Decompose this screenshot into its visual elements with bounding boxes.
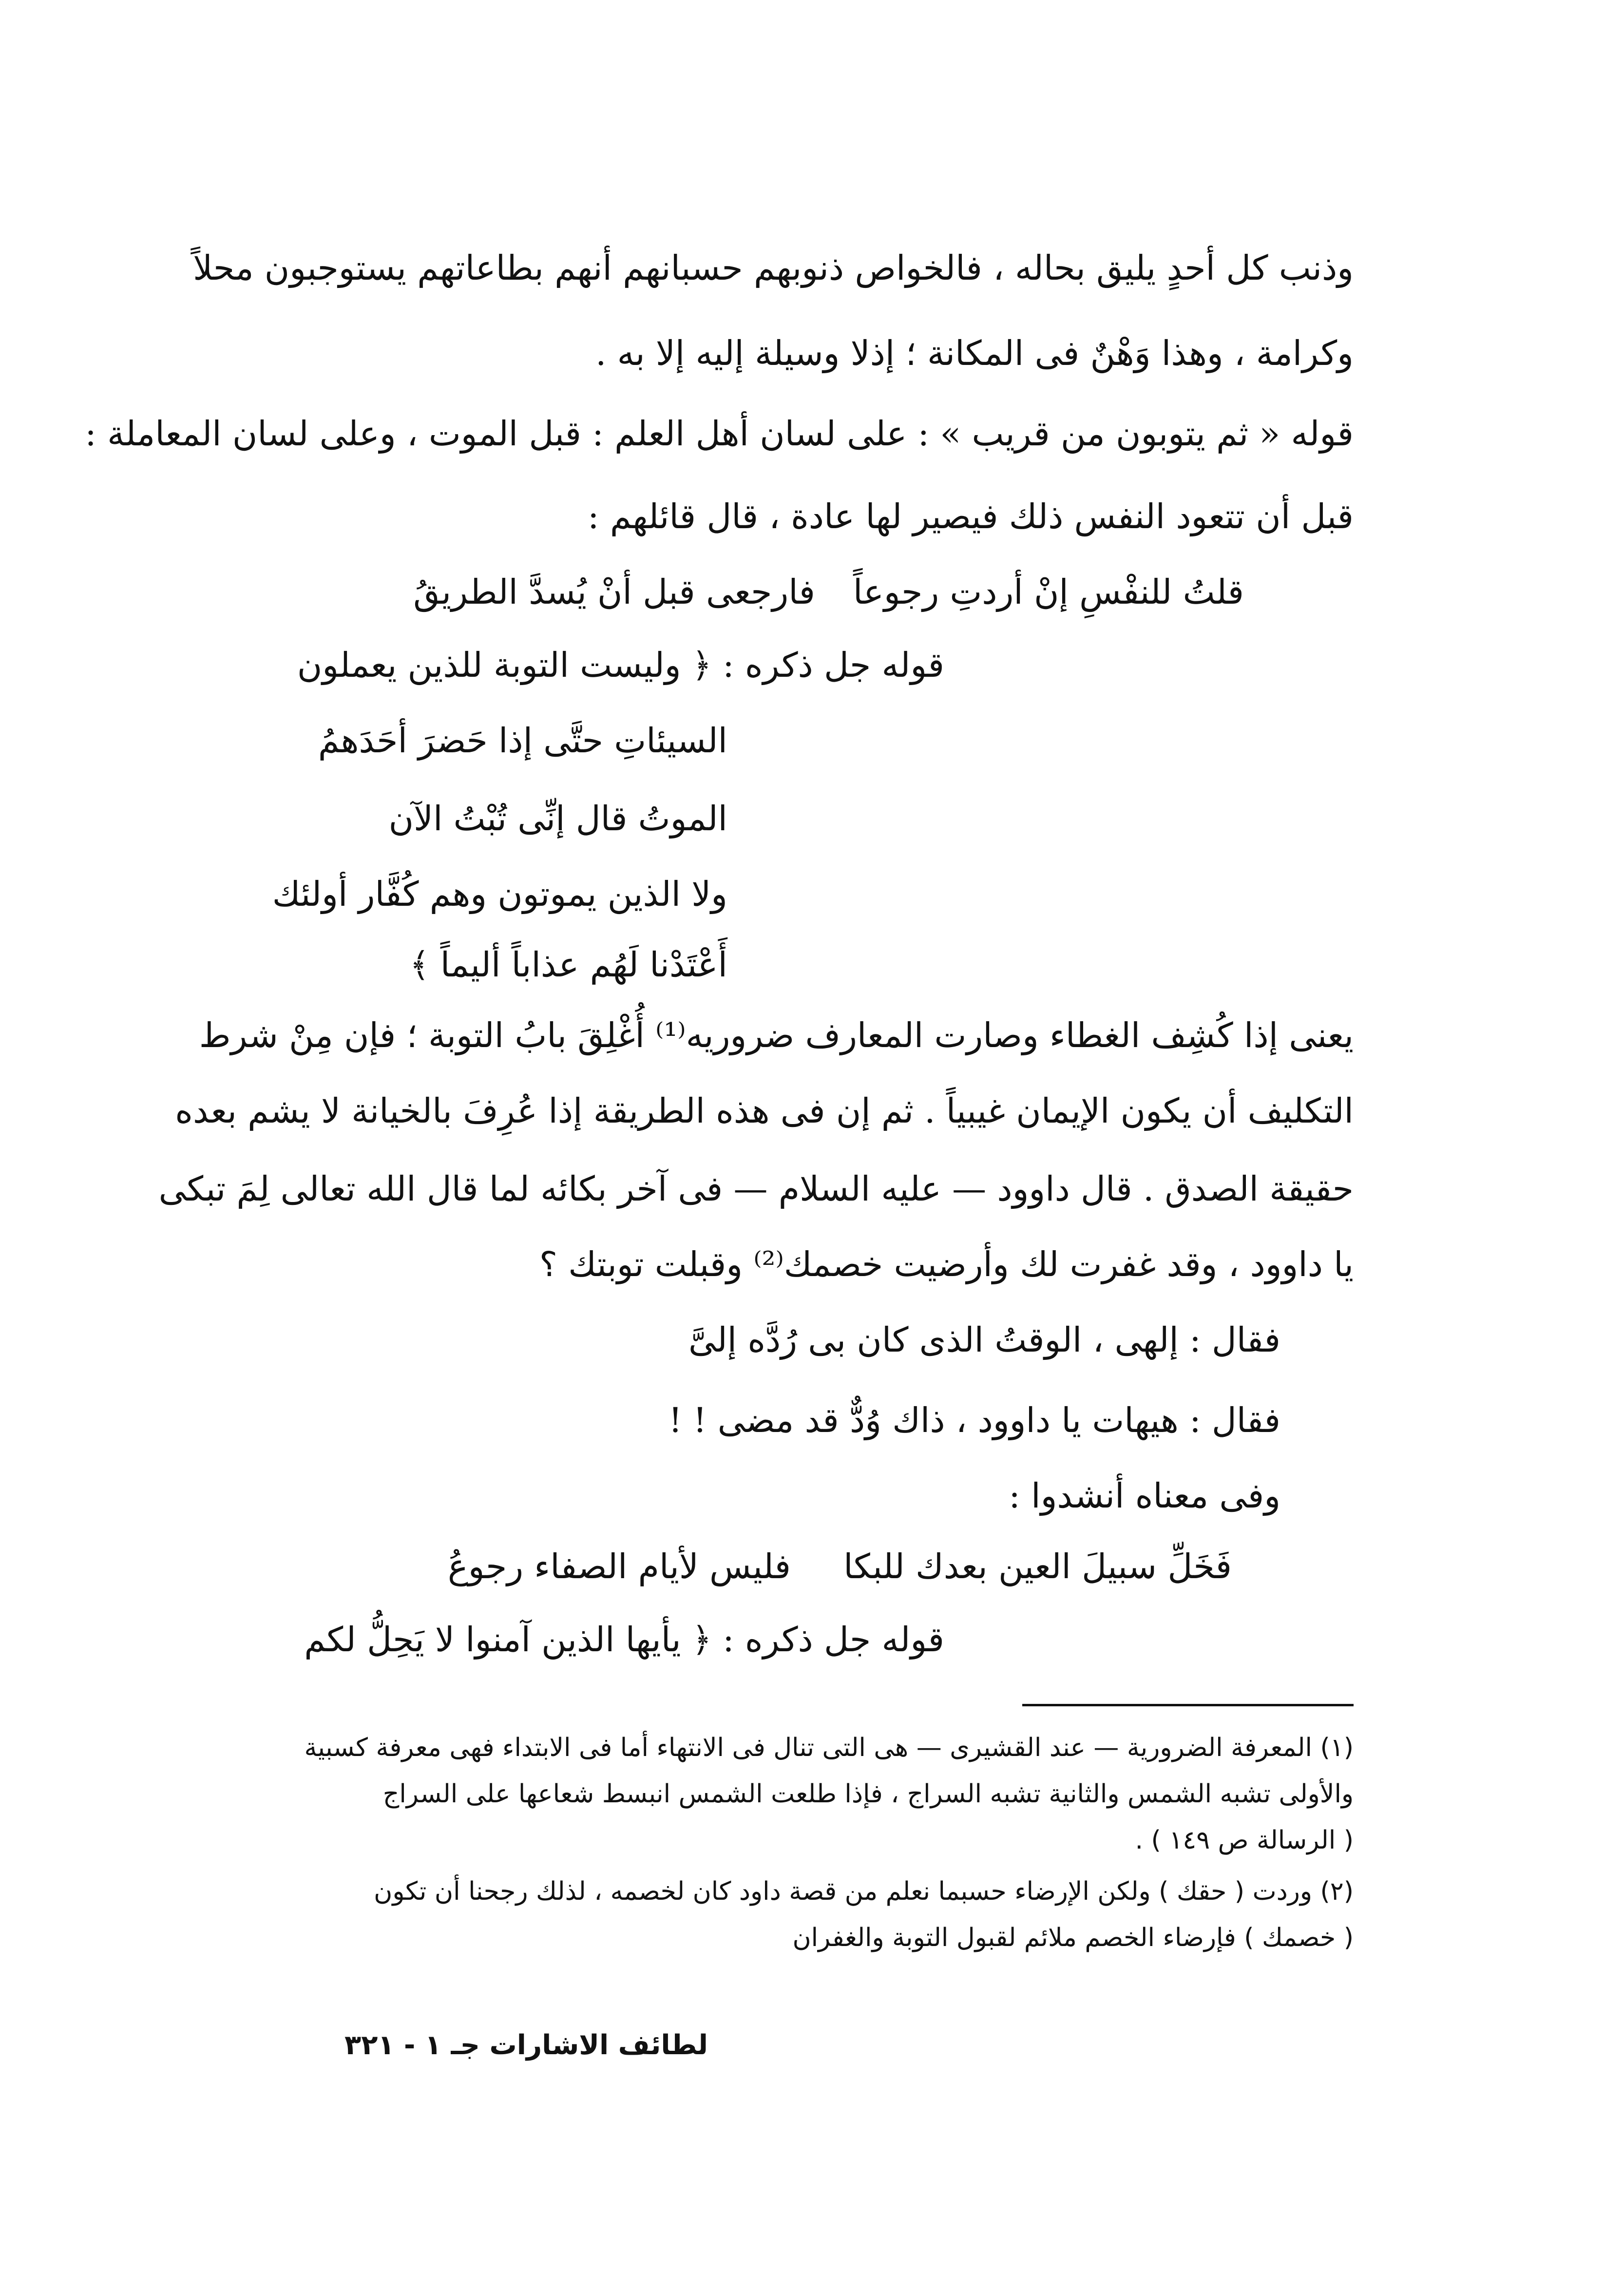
quran-line-2: السيئاتِ حتَّى إذا حَضرَ أحَدَهمُ: [318, 721, 727, 761]
verse-2-first-hemistich: فَخَلِّ سبيلَ العين بعدك للبكا: [843, 1546, 1232, 1586]
verse-2-second-hemistich: فليس لأيام الصفاء رجوعُ: [448, 1546, 791, 1586]
footnote-1-line-3: ( الرسالة ص ١٤٩ ) .: [1135, 1826, 1354, 1855]
verse-1-second-hemistich: فارجعى قبل أنْ يُسدَّ الطريقُ: [413, 572, 815, 612]
dialog-line-1: فقال : إلهى ، الوقتُ الذى كان بى رُدَّه إلىَّ: [688, 1320, 1280, 1360]
para2-line-2: التكليف أن يكون الإيمان غيبياً . ثم إن فى هذه الطريقة إذا عُرِفَ بالخيانة لا يشم بعده: [175, 1091, 1354, 1131]
footnote-1-line-2: والأولى تشبه الشمس والثانية تشبه السراج ، فإذا طلعت الشمس انبسط شعاعها على السراج: [382, 1779, 1354, 1809]
footnote-1-line-1: (١) المعرفة الضرورية — عند القشيرى — هى التى تنال فى الانتهاء أما فى الابتداء فهى معرفة كسبية: [304, 1733, 1354, 1762]
quran-line-3: الموتُ قال إنِّى تُبْتُ الآن: [388, 799, 727, 839]
page-footer: لطائف الاشارات جـ ١ - ٣٢١: [344, 2029, 708, 2061]
para2-line-4: يا داوود ، وقد غفرت لك وأرضيت خصمك⁽²⁾ وقبلت توبتك ؟: [539, 1244, 1354, 1284]
quran-line-5: أَعْتَدْنا لَهُم عذاباً أليماً ﴾: [409, 945, 727, 985]
text-line-2: وكرامة ، وهذا وَهْنٌ فى المكانة ؛ إذلا وسيلة إليه إلا به .: [595, 333, 1354, 373]
para2-line-1: يعنى إذا كُشِف الغطاء وصارت المعارف ضروريه⁽¹⁾ أُغْلِقَ بابُ التوبة ؛ فإن مِنْ شرط: [199, 1015, 1354, 1055]
text-line-4: قبل أن تتعود النفس ذلك فيصير لها عادة ، قال قائلهم :: [588, 496, 1354, 536]
footnote-separator: [1022, 1704, 1354, 1706]
text-line-1: وذنب كل أحدٍ يليق بحاله ، فالخواص ذنوبهم حسبانهم أنهم بطاعاتهم يستوجبون محلاً: [193, 248, 1354, 288]
quran-line-4: ولا الذين يموتون وهم كُفَّار أولئك: [272, 874, 727, 914]
dialog-line-3: وفى معناه أنشدوا :: [1009, 1476, 1280, 1516]
footnote-2-line-1: (٢) وردت ( حقك ) ولكن الإرضاء حسبما نعلم من قصة داود كان لخصمه ، لذلك رجحنا أن تكون: [374, 1877, 1354, 1906]
text-line-3: قوله « ثم يتوبون من قريب » : على لسان أهل العلم : قبل الموت ، وعلى لسان المعاملة :: [85, 414, 1354, 454]
verse-1-first-hemistich: قلتُ للنفْسِ إنْ أردتِ رجوعاً: [853, 572, 1244, 612]
para2-line-3: حقيقة الصدق . قال داوود — عليه السلام — فى آخر بكائه لما قال الله تعالى لِمَ تبكى: [158, 1169, 1354, 1209]
dialog-line-2: فقال : هيهات يا داوود ، ذاك وُدٌّ قد مضى ! !: [668, 1400, 1280, 1440]
quran-intro-line: قوله جل ذكره : ﴿ يأيها الذين آمنوا لا يَحِلُّ لكم: [304, 1620, 944, 1660]
footnote-2-line-2: ( خصمك ) فإرضاء الخصم ملائم لقبول التوبة والغفران: [792, 1923, 1354, 1952]
quran-line-1: قوله جل ذكره : ﴿ وليست التوبة للذين يعملون: [297, 645, 944, 685]
